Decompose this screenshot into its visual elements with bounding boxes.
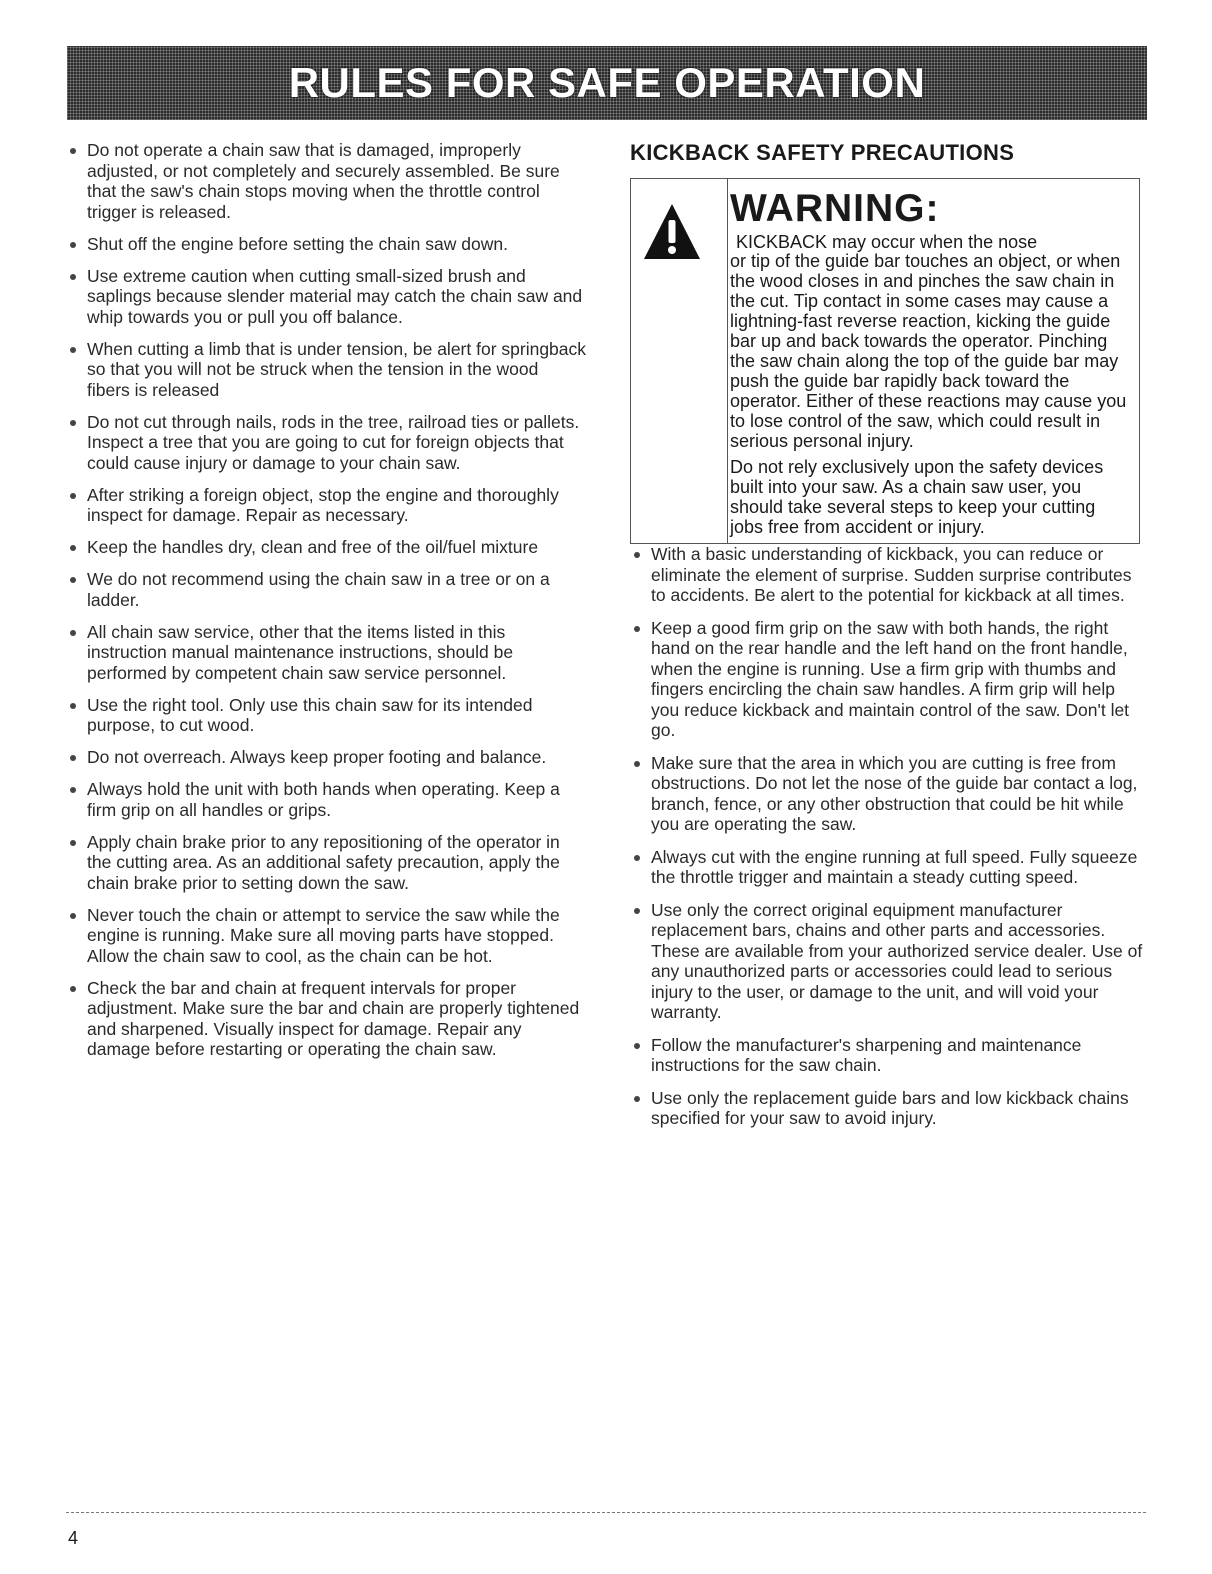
list-item: Keep the handles dry, clean and free of the oil/fuel mixture <box>66 537 586 558</box>
list-item: Make sure that the area in which you are cutting is free from obstructions. Do not let the nose of the guide bar contact a log, branch, fence, or any other obstruction that could be hit while you are operating the saw. <box>630 753 1145 835</box>
list-item: Check the bar and chain at frequent intervals for proper adjustment. Make sure the bar and chain are properly tightened and sharpened. Visually inspect for damage. Repair any damage before restarting or operating the chain saw. <box>66 978 586 1060</box>
kickback-heading: KICKBACK SAFETY PRECAUTIONS <box>630 140 1015 165</box>
warning-lead: KICKBACK may occur when the nose <box>736 232 1038 252</box>
warning-text <box>730 189 1133 537</box>
warning-triangle-icon <box>643 203 701 261</box>
page-number: 4 <box>68 1528 79 1548</box>
list-item: Always hold the unit with both hands when operating. Keep a firm grip on all handles or grips. <box>66 779 586 820</box>
warning-paragraph: Do not rely exclusively upon the safety devices built into your saw. As a chain saw user, you should take several steps to keep your cutting jobs free from accident or injury. <box>730 457 1104 537</box>
right-column <box>630 140 1145 1141</box>
list-item: We do not recommend using the chain saw in a tree or on a ladder. <box>66 569 586 610</box>
footer-divider <box>66 1512 1146 1513</box>
list-item: Use only the replacement guide bars and low kickback chains specified for your saw to avoid injury. <box>630 1088 1145 1129</box>
list-item: Shut off the engine before setting the chain saw down. <box>66 234 586 255</box>
list-item: Do not overreach. Always keep proper footing and balance. <box>66 747 586 768</box>
list-item: When cutting a limb that is under tension, be alert for springback so that you will not be struck when the tension in the wood fibers is released <box>66 339 586 401</box>
list-item: Use extreme caution when cutting small-sized brush and saplings because slender material may catch the chain saw and whip towards you or pull you off balance. <box>66 266 586 328</box>
warning-divider <box>727 179 728 543</box>
warning-word: WARNING: <box>730 187 940 230</box>
list-item: Use the right tool. Only use this chain saw for its intended purpose, to cut wood. <box>66 695 586 736</box>
right-bullet-list <box>630 544 1145 1129</box>
list-item: Follow the manufacturer's sharpening and maintenance instructions for the saw chain. <box>630 1035 1145 1076</box>
page-title: RULES FOR SAFE OPERATION <box>288 59 926 106</box>
list-item: With a basic understanding of kickback, you can reduce or eliminate the element of surprise. Sudden surprise contributes to accidents. Be alert to the potential for kickback at all times. <box>630 544 1145 606</box>
warning-box <box>630 178 1140 544</box>
list-item: Do not operate a chain saw that is damaged, improperly adjusted, or not completely and securely assembled. Be sure that the saw's chain stops moving when the throttle control trigger is released. <box>66 140 586 222</box>
left-column <box>66 140 586 1071</box>
left-bullet-list <box>66 140 586 1060</box>
list-item: Never touch the chain or attempt to service the saw while the engine is running. Make sure all moving parts have stopped. Allow the chain saw to cool, as the chain can be hot. <box>66 905 586 967</box>
section-banner <box>67 46 1147 120</box>
list-item: All chain saw service, other that the items listed in this instruction manual maintenance instructions, should be performed by competent chain saw service personnel. <box>66 622 586 684</box>
list-item: Apply chain brake prior to any repositioning of the operator in the cutting area. As an additional safety precaution, apply the chain brake prior to setting down the saw. <box>66 832 586 894</box>
warning-header-line <box>730 189 1133 251</box>
list-item: After striking a foreign object, stop the engine and thoroughly inspect for damage. Repair as necessary. <box>66 485 586 526</box>
list-item: Use only the correct original equipment manufacturer replacement bars, chains and other parts and accessories. These are available from your authorized service dealer. Use of any unauthorized parts or accessories could lead to serious injury to the user, or damage to the unit, and will void your warranty. <box>630 900 1145 1023</box>
list-item: Always cut with the engine running at full speed. Fully squeeze the throttle trigger and maintain a steady cutting speed. <box>630 847 1145 888</box>
list-item: Do not cut through nails, rods in the tree, railroad ties or pallets. Inspect a tree that you are going to cut for foreign objects that could cause injury or damage to your chain saw. <box>66 412 586 474</box>
warning-paragraph: or tip of the guide bar touches an object, or when the wood closes in and pinches the saw chain in the cut. Tip contact in some cases may cause a lightning-fast reverse reaction, kicking the guide bar up and back towards the operator. Pinching the saw chain along the top of the guide bar may push the guide bar rapidly back toward the operator. Either of these reactions may cause you to lose control of the saw, which could result in serious personal injury. <box>730 251 1127 451</box>
list-item: Keep a good firm grip on the saw with both hands, the right hand on the rear handle and the left hand on the front handle, when the engine is running. Use a firm grip with thumbs and fingers encircling the chain saw handles. A firm grip will help you reduce kickback and maintain control of the saw. Don't let go. <box>630 618 1145 741</box>
